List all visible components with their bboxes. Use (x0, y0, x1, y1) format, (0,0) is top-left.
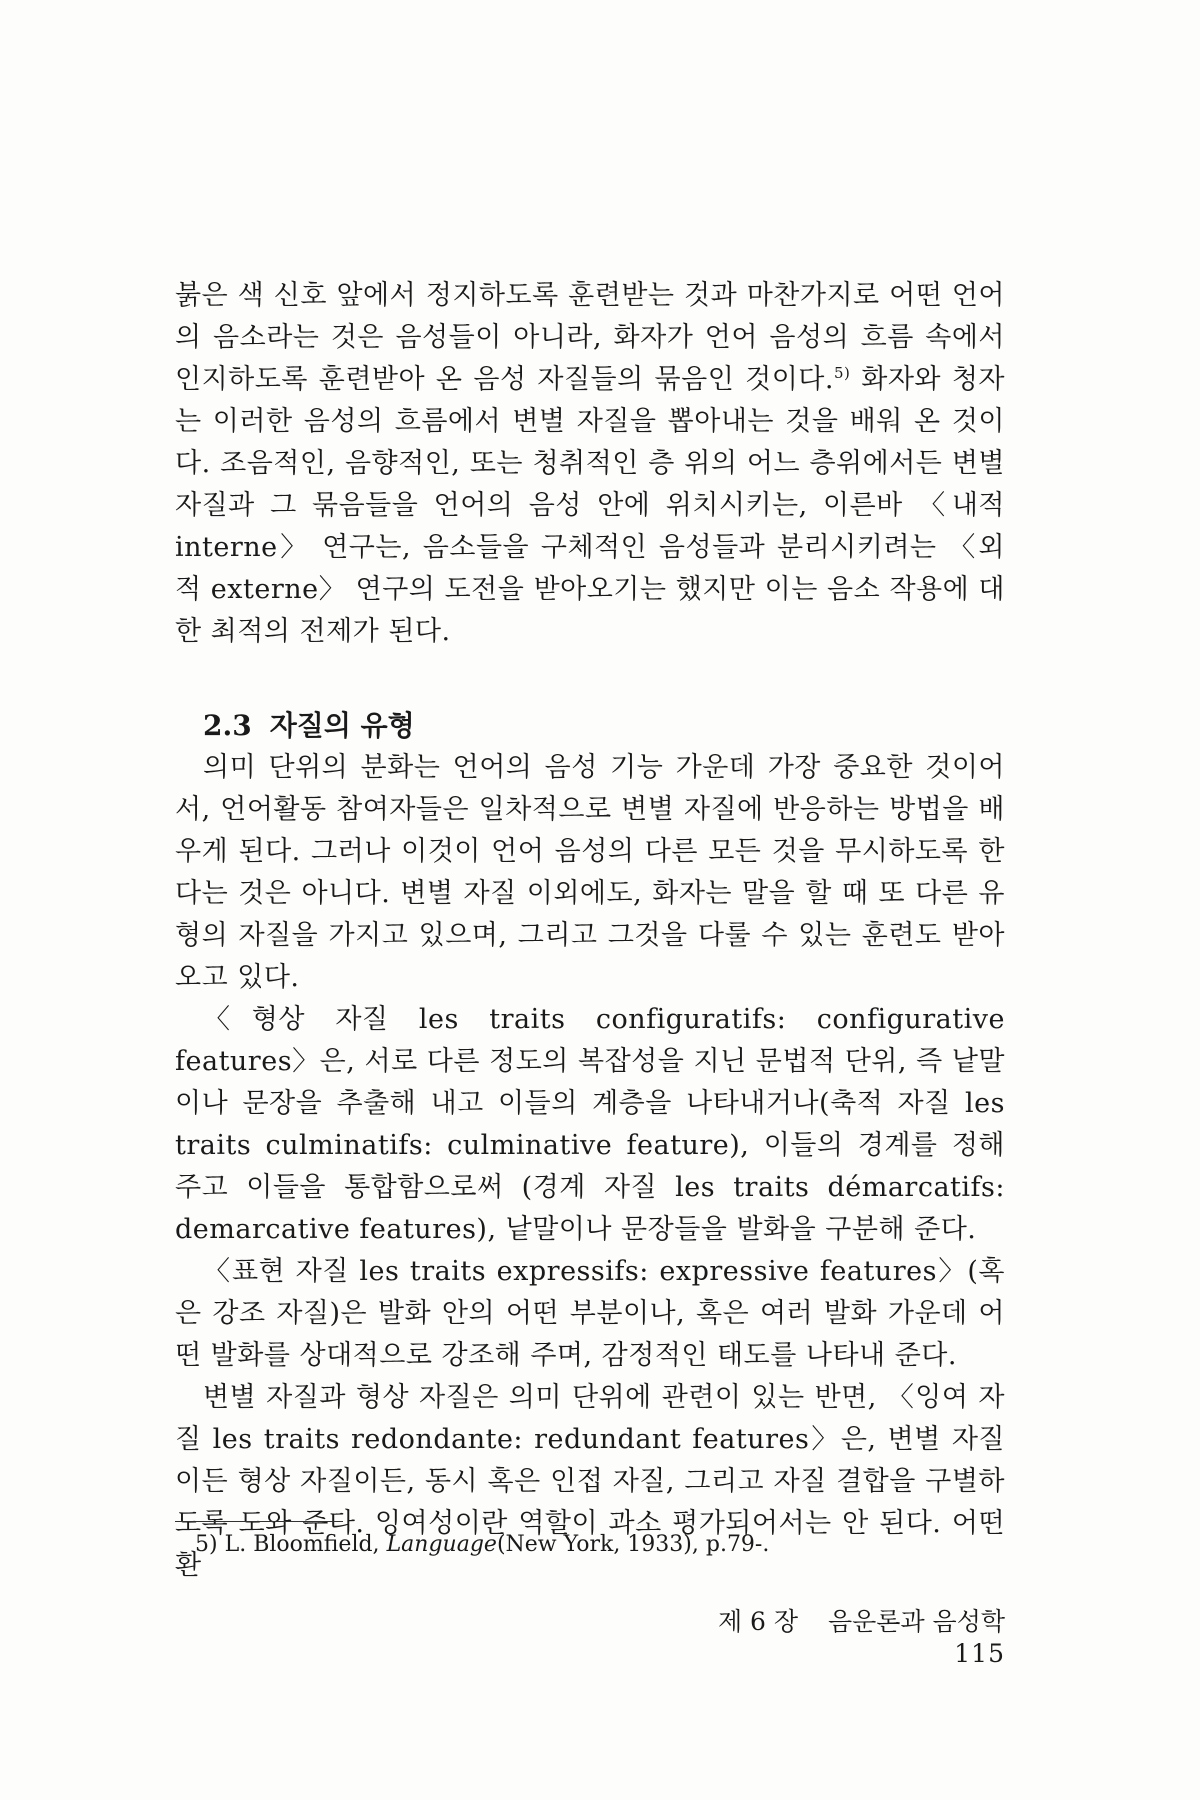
footnote-book-title: Language (386, 1532, 497, 1557)
footnote-marker: 5) (195, 1532, 218, 1557)
paragraph-1-continuation: 화자와 청자는 이러한 음성의 흐름에서 변별 자질을 뽑아내는 것을 배워 온 것이다. 조음적인, 음향적인, 또는 청취적인 층 위의 어느 층위에서든 변별 자질과 그 묶음들을 언어의 음성 안에 위치시키는, 이른바 〈내적 interne〉 연구는, 음소들을 구체적인 음성들과 분리시키려는 〈외적 externe〉 연구의 도전을 받아오기는 했지만 이는 음소 작용에 대한 최적의 전제가 된다. (175, 364, 1005, 647)
footnote-author: L. Bloomfield, (224, 1532, 380, 1557)
footnote-reference: 5) (833, 364, 851, 382)
paragraph-5: 변별 자질과 형상 자질은 의미 단위에 관련이 있는 반면, 〈잉여 자질 les traits redondante: redundant features〉은, 변별 자질이든 형상 자질이든, 동시 혹은 인접 자질, 그리고 자질 결합을 구별하도록 도와 준다. 잉여성이란 역할이 과소 평가되어서는 안 된다. 어떤 환 (175, 1382, 1005, 1581)
footnote (195, 1530, 769, 1560)
paragraph-4: 〈표현 자질 les traits expressifs: expressive features〉(혹은 강조 자질)은 발화 안의 어떤 부분이나, 혹은 여러 발화 가운데 어떤 발화를 상대적으로 강조해 주며, 감정적인 태도를 나타내 준다. (175, 1256, 1005, 1371)
footnote-details: (New York, 1933), p.79-. (496, 1532, 770, 1557)
footnote-divider (175, 1521, 343, 1522)
paragraph-3: 〈형상 자질 les traits configuratifs: configurative features〉은, 서로 다른 정도의 복잡성을 지닌 문법적 단위, 즉 낱말이나 문장을 추출해 내고 이들의 계층을 나타내거나(축적 자질 les traits culminatifs: culminative feature), 이들의 경계를 정해 주고 이들을 통합함으로써 (경계 자질 les traits démarcatifs: demarcative features), 낱말이나 문장들을 발화을 구분해 준다. (175, 1004, 1005, 1245)
footer-chapter-title: 음운론과 음성학 (828, 1607, 1005, 1636)
paragraph-1 (175, 275, 1005, 653)
section-title: 자질의 유형 (269, 709, 415, 742)
paragraph-2: 의미 단위의 분화는 언어의 음성 기능 가운데 가장 중요한 것이어서, 언어활동 참여자들은 일차적으로 변별 자질에 반응하는 방법을 배우게 된다. 그러나 이것이 언어 음성의 다른 모든 것을 무시하도록 한다는 것은 아니다. 변별 자질 이외에도, 화자는 말을 할 때 또 다른 유형의 자질을 가지고 있으며, 그리고 그것을 다룰 수 있는 훈련도 받아 오고 있다. (175, 752, 1005, 993)
body-text (175, 275, 1005, 1587)
page-number: 115 (954, 1639, 1005, 1668)
running-footer (640, 1606, 1005, 1670)
section-number: 2.3 (203, 709, 252, 742)
section-heading (175, 705, 1005, 747)
paragraph-1-text: 붉은 색 신호 앞에서 정지하도록 훈련받는 것과 마찬가지로 어떤 언어의 음소라는 것은 음성들이 아니라, 화자가 언어 음성의 흐름 속에서 인지하도록 훈련받아 온 음성 자질들의 묶음인 것이다. (175, 280, 1005, 395)
footer-chapter: 제 6 장 (717, 1607, 799, 1636)
